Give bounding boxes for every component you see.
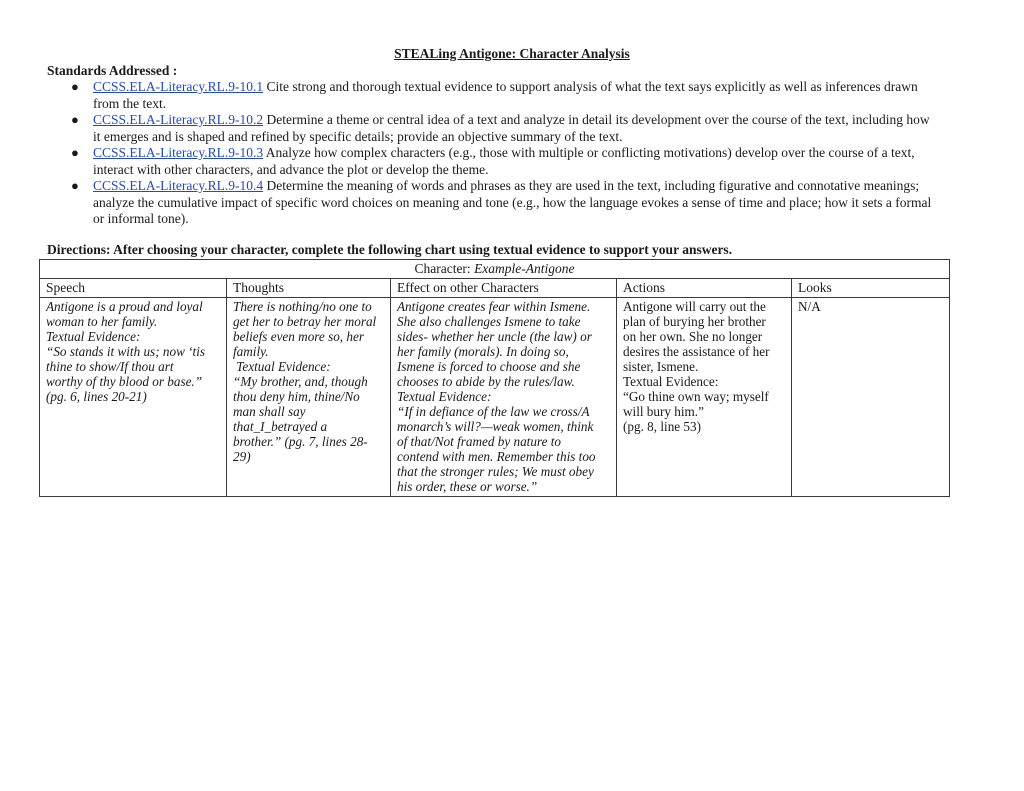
standard-text-line: Analyze how complex characters (e.g., those with multiple or conflicting motivations) develop over the course of a text, xyxy=(263,145,915,160)
standard-text-line: or informal tone). xyxy=(93,211,189,226)
cell-line: on her own. She no longer xyxy=(623,329,763,344)
standards-list xyxy=(71,79,978,228)
header-actions: Actions xyxy=(617,279,792,298)
header-effect: Effect on other Characters xyxy=(391,279,617,298)
standard-item-3 xyxy=(71,145,978,178)
standards-heading: Standards Addressed : xyxy=(47,63,178,78)
cell-line: man shall say xyxy=(233,404,306,419)
cell-line: monarch’s will?—weak women, think xyxy=(397,419,594,434)
cell-line: plan of burying her brother xyxy=(623,314,766,329)
standard-text-line: Cite strong and thorough textual evidence to support analysis of what the text says explicitly as well as inferences drawn xyxy=(263,79,918,94)
actions-cell xyxy=(617,298,792,497)
cell-line: Textual Evidence: xyxy=(623,374,719,389)
cell-line: thou deny him, thine/No xyxy=(233,389,360,404)
cell-line: desires the assistance of her xyxy=(623,344,770,359)
cell-line: Ismene is forced to choose and she xyxy=(397,359,581,374)
document-title: STEALing Antigone: Character Analysis xyxy=(394,46,630,61)
cell-line: sister, Ismene. xyxy=(623,359,699,374)
header-thoughts: Thoughts xyxy=(227,279,391,298)
cell-line: beliefs even more so, her xyxy=(233,329,364,344)
cell-line: family. xyxy=(233,344,269,359)
standard-link-3[interactable]: CCSS.ELA-Literacy.RL.9-10.3 xyxy=(93,145,264,160)
character-chart xyxy=(39,259,950,497)
cell-line: Textual Evidence: xyxy=(397,389,492,404)
cell-line: that_I_betrayed a xyxy=(233,419,328,434)
cell-line: Textual Evidence: xyxy=(46,329,141,344)
cell-line: “So stands it with us; now ‘tis xyxy=(46,344,206,359)
standard-item-4 xyxy=(71,178,978,228)
cell-line: of that/Not framed by nature to xyxy=(397,434,561,449)
cell-line: Antigone will carry out the xyxy=(623,299,766,314)
standard-item-2 xyxy=(71,112,978,145)
cell-line: thine to show/If thou art xyxy=(46,359,174,374)
standard-item-1 xyxy=(71,79,978,112)
cell-line: her family (morals). In doing so, xyxy=(397,344,569,359)
character-label: Character: xyxy=(414,261,475,276)
cell-line: worthy of thy blood or base.” xyxy=(46,374,203,389)
cell-line: will bury him.” xyxy=(623,404,704,419)
cell-line: “If in defiance of the law we cross/A xyxy=(397,404,590,419)
cell-line: sides- whether her uncle (the law) or xyxy=(397,329,592,344)
effect-cell xyxy=(391,298,617,497)
standard-link-4[interactable]: CCSS.ELA-Literacy.RL.9-10.4 xyxy=(93,178,264,193)
character-cell xyxy=(40,260,950,279)
cell-line: that the stronger rules; We must obey xyxy=(397,464,594,479)
standard-text-line: analyze the cumulative impact of specific word choices on meaning and tone (e.g., how the language evokes a sense of time and place; how it sets a formal xyxy=(93,194,932,210)
cell-line: She also challenges Ismene to take xyxy=(397,314,581,329)
standard-text-line: interact with other characters, and advance the plot or develop the theme. xyxy=(93,161,489,177)
thoughts-cell xyxy=(227,298,391,497)
standard-text-line: Determine the meaning of words and phrases as they are used in the text, including figurative and connotative meanings; xyxy=(263,178,920,193)
cell-line: woman to her family. xyxy=(46,314,158,329)
standard-link-1[interactable]: CCSS.ELA-Literacy.RL.9-10.1 xyxy=(93,79,264,94)
looks-cell xyxy=(792,298,950,497)
cell-line: “Go thine own way; myself xyxy=(623,389,769,404)
character-name: Example-Antigone xyxy=(474,261,575,276)
speech-cell xyxy=(40,298,227,497)
cell-line: his order, these or worse.” xyxy=(397,479,538,494)
table-row xyxy=(40,298,950,497)
header-row xyxy=(40,279,950,298)
standard-text-line: from the text. xyxy=(93,95,167,111)
bullet-icon: ● xyxy=(71,112,79,127)
header-speech: Speech xyxy=(40,279,227,298)
bullet-icon: ● xyxy=(71,79,79,94)
cell-line: Antigone is a proud and loyal xyxy=(46,299,203,314)
cell-line: chooses to abide by the rules/law. xyxy=(397,374,575,389)
bullet-icon: ● xyxy=(71,145,79,160)
header-looks: Looks xyxy=(792,279,950,298)
cell-line: “My brother, and, though xyxy=(233,374,368,389)
character-row xyxy=(40,260,950,279)
bullet-icon: ● xyxy=(71,178,79,193)
cell-line: There is nothing/no one to xyxy=(233,299,372,314)
cell-line: contend with men. Remember this too xyxy=(397,449,596,464)
directions-text: Directions: After choosing your character, complete the following chart using textual evidence to support your answers. xyxy=(47,242,733,257)
cell-line: Textual Evidence: xyxy=(233,359,331,374)
cell-line: Antigone creates fear within Ismene. xyxy=(397,299,591,314)
cell-line: N/A xyxy=(798,299,821,314)
standard-link-2[interactable]: CCSS.ELA-Literacy.RL.9-10.2 xyxy=(93,112,264,127)
cell-line: (pg. 6, lines 20-21) xyxy=(46,389,147,404)
cell-line: get her to betray her moral xyxy=(233,314,377,329)
standard-text-line: it emerges and is shaped and refined by specific details; provide an objective summary of the text. xyxy=(93,128,623,144)
cell-line: 29) xyxy=(233,449,251,464)
cell-line: (pg. 8, line 53) xyxy=(623,419,702,434)
standard-text-line: Determine a theme or central idea of a text and analyze in detail its development over the course of the text, including how xyxy=(263,112,930,127)
cell-line: brother.” (pg. 7, lines 28- xyxy=(233,434,368,449)
